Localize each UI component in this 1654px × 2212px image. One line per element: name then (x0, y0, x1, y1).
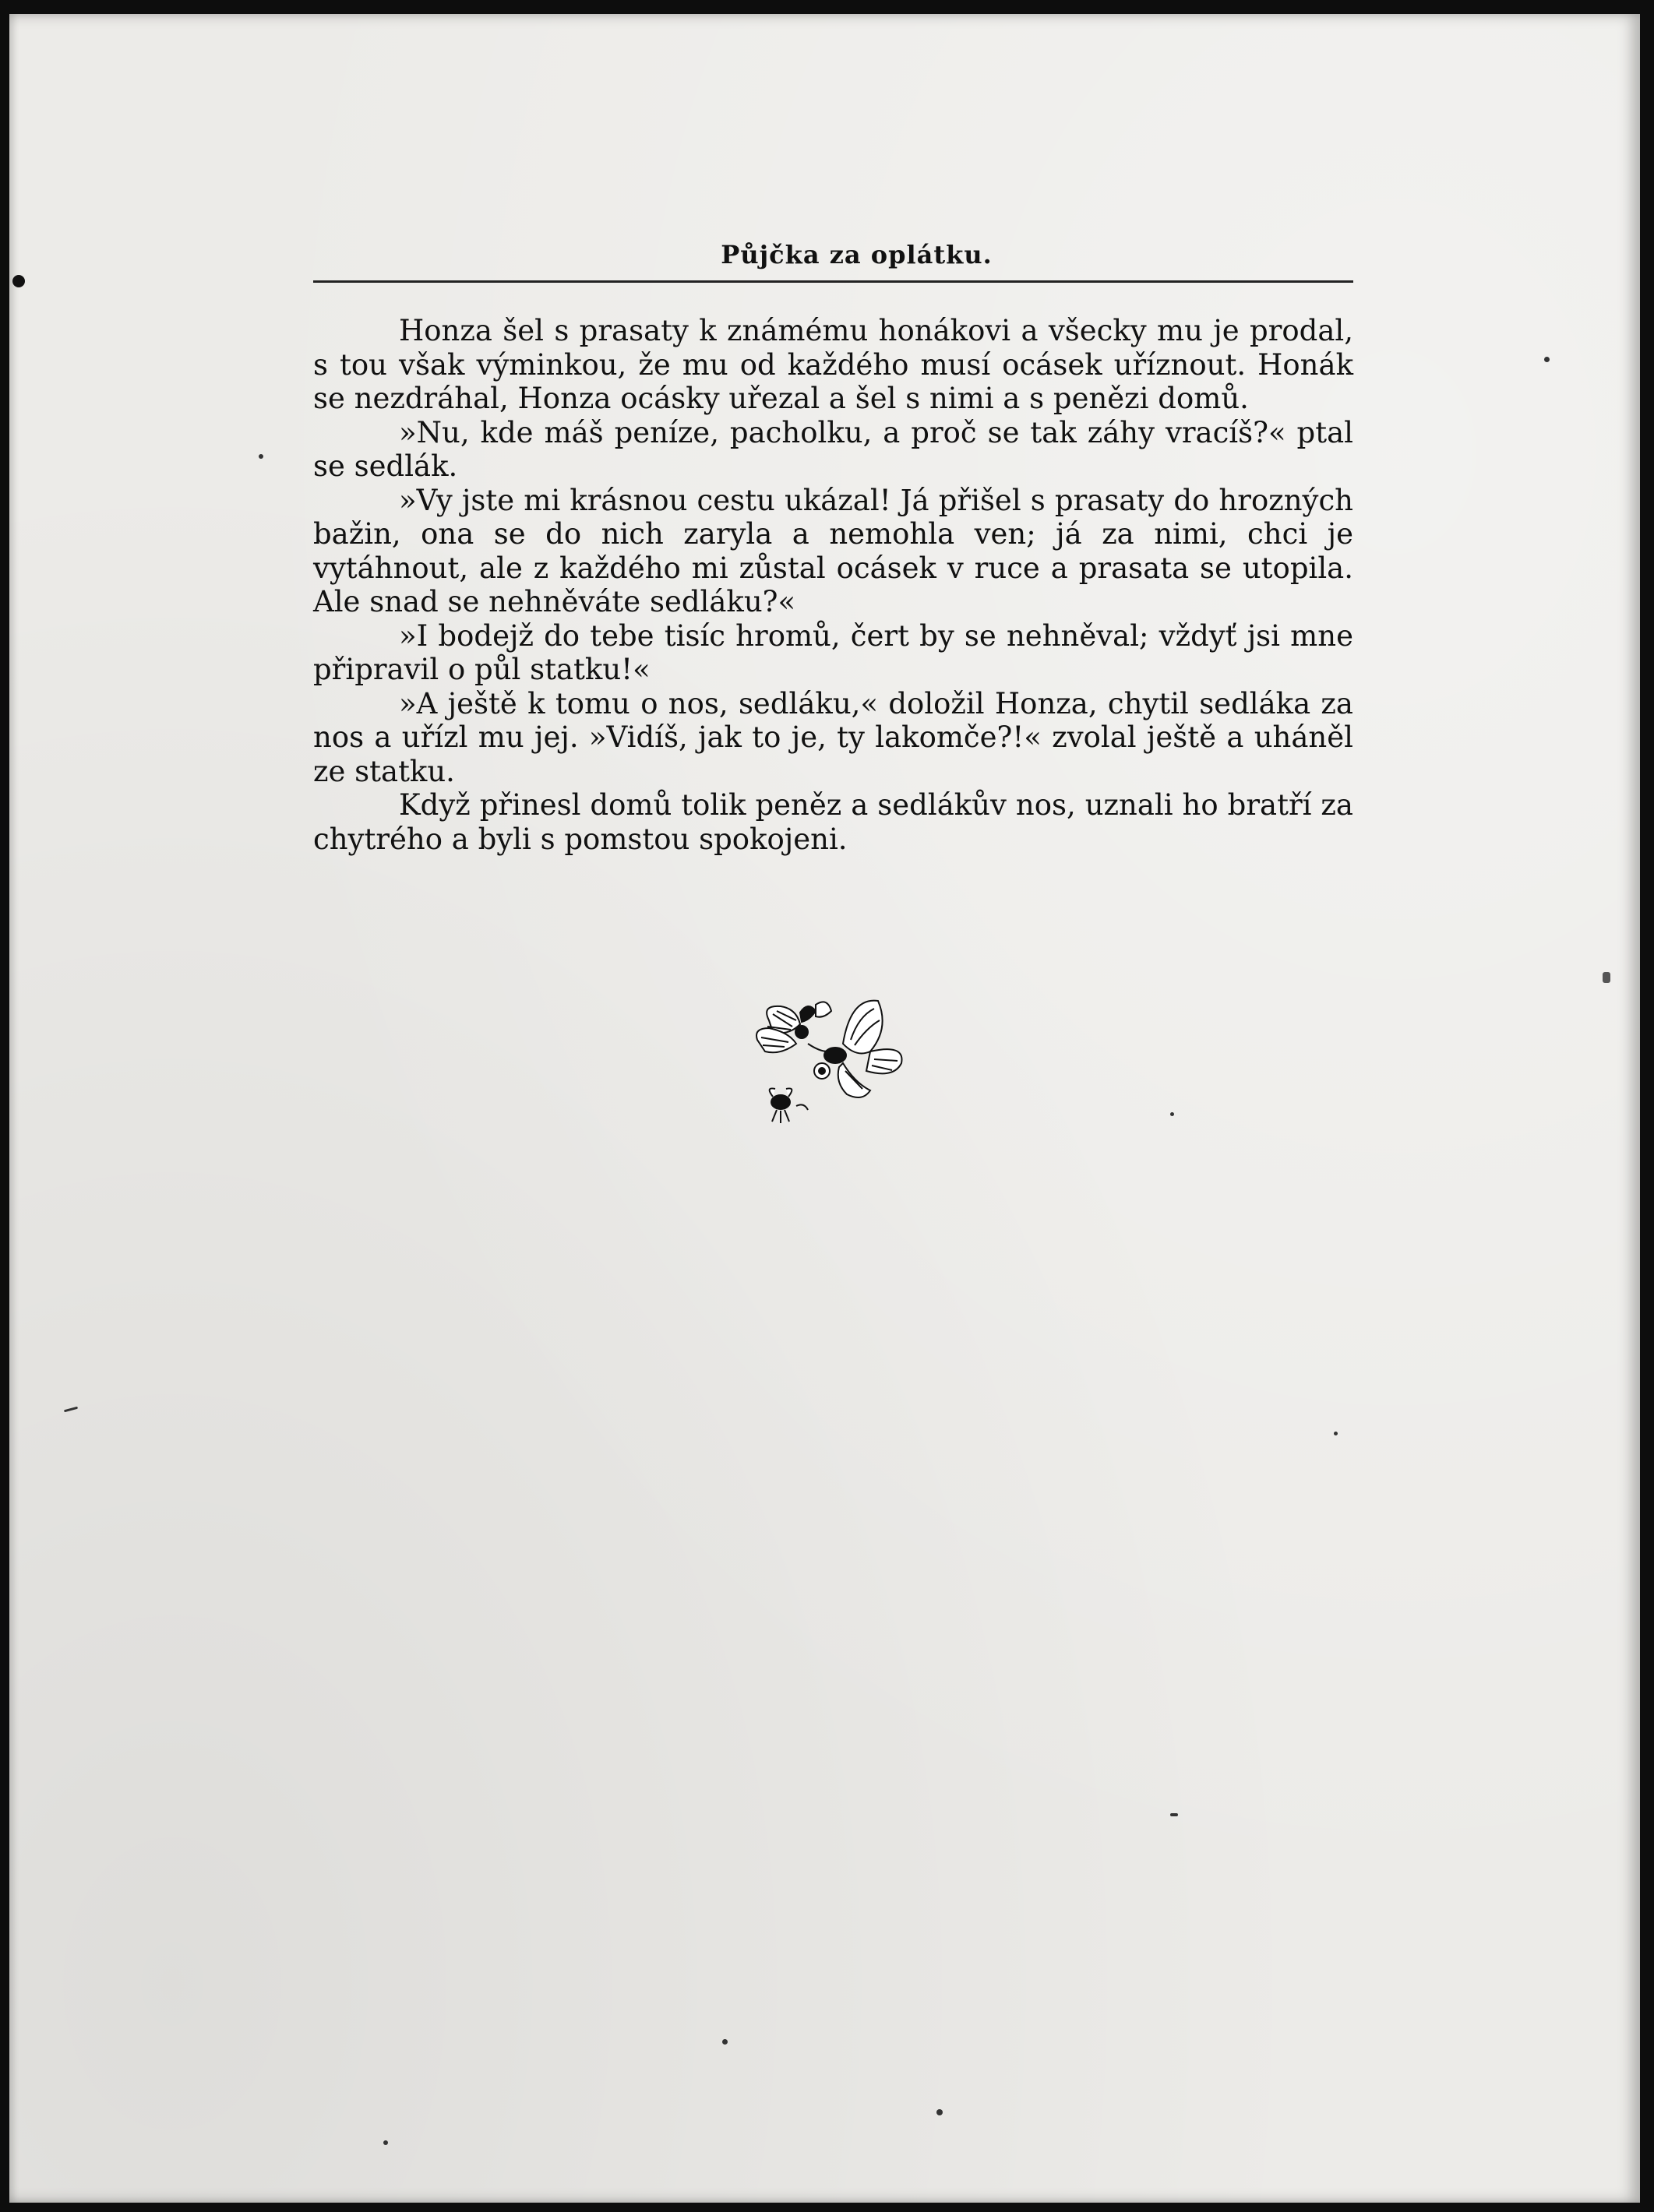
paragraph: Honza šel s prasaty k známému honákovi a všecky mu je prodal, s tou však výminkou, že mu od každého musí ocásek uříznout. Honák se nezdráhal, Honza ocásky uřezal a šel s nimi a s penězi domů. (313, 314, 1353, 415)
paragraph: »I bodejž do tebe tisíc hromů, čert by se nehněval; vždyť jsi mne připravil o půl statku!« (313, 618, 1353, 686)
paragraph: »Vy jste mi krásnou cestu ukázal! Já přišel s prasaty do hrozných bažin, ona se do nich zaryla a nemohla ven; já za nimi, chci je vytáhnout, ale z každého mi zůstal ocásek v ruce a prasata se utopila. Ale snad se nehněváte sedláku?« (313, 483, 1353, 618)
paragraph: »A ještě k tomu o nos, sedláku,« doložil Honza, chytil sedláka za nos a uřízl mu jej. »Vidíš, jak to je, ty lakomče?!« zvolal ještě a uháněl ze statku. (313, 686, 1353, 788)
paragraph: Když přinesl domů tolik peněz a sedlákův nos, uznali ho bratří za chytrého a byli s pomstou spokojeni. (313, 788, 1353, 856)
scan-speck (64, 1407, 78, 1413)
scan-speck (1170, 1112, 1174, 1116)
page-content (313, 240, 1353, 856)
scan-speck (383, 2140, 388, 2145)
scan-speck (1603, 972, 1610, 983)
paragraph: »Nu, kde máš peníze, pacholku, a proč se tak záhy vracíš?« ptal se sedlák. (313, 415, 1353, 483)
scan-speck (12, 275, 25, 287)
running-title: Půjčka za oplátku. (721, 240, 993, 269)
scan-speck (259, 454, 263, 459)
story-text (313, 314, 1353, 856)
book-page (9, 14, 1640, 2203)
scan-speck (936, 2109, 943, 2115)
scan-speck (1544, 357, 1550, 362)
butterfly-vignette-icon (753, 997, 909, 1129)
scan-speck (1334, 1432, 1338, 1435)
scan-speck (1170, 1813, 1178, 1816)
scan-speck (722, 2039, 728, 2045)
header-rule (313, 280, 1353, 283)
